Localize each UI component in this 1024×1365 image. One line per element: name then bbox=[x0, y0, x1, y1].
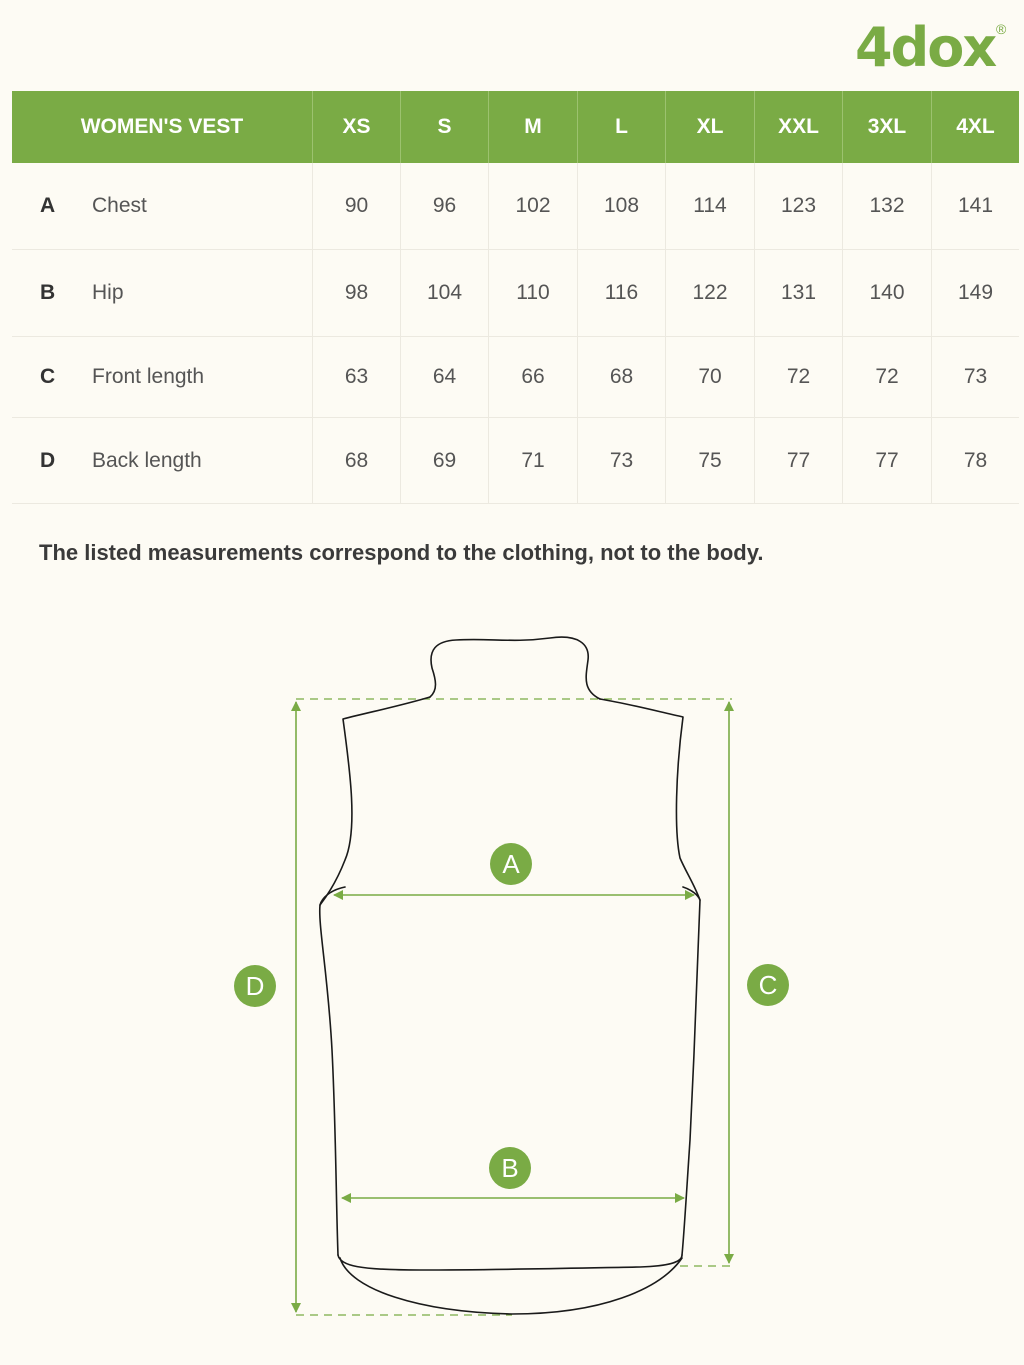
measurement-letter: A bbox=[40, 194, 56, 217]
size-header-s: S bbox=[401, 91, 489, 163]
value-cell: 75 bbox=[666, 418, 755, 504]
table-row-back-length bbox=[12, 418, 1019, 504]
value-cell: 110 bbox=[489, 250, 578, 337]
badge-d bbox=[234, 965, 276, 1007]
value-cell: 68 bbox=[578, 337, 666, 418]
badge-a-label: A bbox=[502, 849, 520, 879]
size-header-3xl: 3XL bbox=[843, 91, 932, 163]
table-row-front-length bbox=[12, 337, 1019, 418]
measurement-name: Front length bbox=[92, 365, 205, 388]
size-header-m: M bbox=[489, 91, 578, 163]
value-cell: 69 bbox=[401, 418, 489, 504]
size-header-xs: XS bbox=[313, 91, 401, 163]
registered-mark: ® bbox=[996, 21, 1007, 37]
measurement-note: The listed measurements correspond to the clothing, not to the body. bbox=[39, 540, 764, 565]
value-cell: 123 bbox=[755, 163, 843, 250]
measurement-cell bbox=[12, 163, 313, 250]
value-cell: 140 bbox=[843, 250, 932, 337]
measurement-letter: D bbox=[40, 448, 56, 472]
measurement-name: Back length bbox=[92, 448, 202, 472]
badge-a bbox=[490, 843, 532, 885]
value-cell: 77 bbox=[755, 418, 843, 504]
value-cell: 72 bbox=[755, 337, 843, 418]
measurement-cell bbox=[12, 418, 313, 504]
value-cell: 77 bbox=[843, 418, 932, 504]
value-cell: 131 bbox=[755, 250, 843, 337]
value-cell: 68 bbox=[313, 418, 401, 504]
size-header-xl: XL bbox=[666, 91, 755, 163]
measurement-name: Hip bbox=[92, 281, 124, 304]
badge-c bbox=[747, 964, 789, 1006]
value-cell: 122 bbox=[666, 250, 755, 337]
value-cell: 73 bbox=[578, 418, 666, 504]
value-cell: 78 bbox=[932, 418, 1020, 504]
brand-logo bbox=[855, 14, 1015, 76]
vest-outline bbox=[320, 637, 700, 1314]
vest-measurement-diagram bbox=[0, 600, 1024, 1340]
size-header-xxl: XXL bbox=[755, 91, 843, 163]
value-cell: 104 bbox=[401, 250, 489, 337]
measurement-cell bbox=[12, 250, 313, 337]
value-cell: 72 bbox=[843, 337, 932, 418]
value-cell: 73 bbox=[932, 337, 1020, 418]
measurement-letter: C bbox=[40, 365, 56, 388]
brand-logo-text: 4dox bbox=[855, 16, 996, 76]
measurement-letter: B bbox=[40, 281, 56, 304]
value-cell: 90 bbox=[313, 163, 401, 250]
value-cell: 71 bbox=[489, 418, 578, 504]
value-cell: 64 bbox=[401, 337, 489, 418]
measurement-name: Chest bbox=[92, 194, 147, 217]
value-cell: 98 bbox=[313, 250, 401, 337]
size-header-l: L bbox=[578, 91, 666, 163]
value-cell: 108 bbox=[578, 163, 666, 250]
table-row-hip bbox=[12, 250, 1019, 337]
value-cell: 66 bbox=[489, 337, 578, 418]
value-cell: 116 bbox=[578, 250, 666, 337]
value-cell: 132 bbox=[843, 163, 932, 250]
value-cell: 114 bbox=[666, 163, 755, 250]
badge-c-label: C bbox=[758, 970, 778, 1000]
value-cell: 102 bbox=[489, 163, 578, 250]
size-header-4xl: 4XL bbox=[932, 91, 1020, 163]
badge-d-label: D bbox=[245, 971, 265, 1001]
badge-b-label: B bbox=[501, 1153, 519, 1183]
size-chart-table bbox=[12, 91, 1019, 504]
value-cell: 149 bbox=[932, 250, 1020, 337]
value-cell: 70 bbox=[666, 337, 755, 418]
value-cell: 141 bbox=[932, 163, 1020, 250]
table-title: WOMEN'S VEST bbox=[12, 91, 313, 163]
badge-b bbox=[489, 1147, 531, 1189]
table-header-row bbox=[12, 91, 1019, 163]
table-row-chest bbox=[12, 163, 1019, 250]
measurement-cell bbox=[12, 337, 313, 418]
value-cell: 63 bbox=[313, 337, 401, 418]
value-cell: 96 bbox=[401, 163, 489, 250]
